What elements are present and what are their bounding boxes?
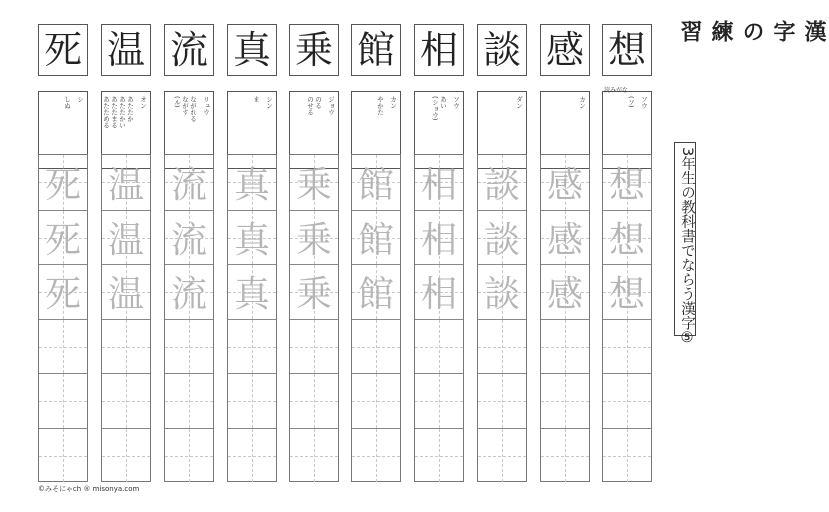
kun-reading: あたためる <box>102 96 110 129</box>
trace-kanji: 館 <box>357 219 394 261</box>
trace-cell <box>228 210 276 265</box>
on-reading: オン <box>139 96 147 109</box>
trace-cell <box>603 210 651 265</box>
blank-practice-cell[interactable] <box>228 428 276 483</box>
on-reading: ソウ <box>640 96 648 109</box>
blank-practice-cell[interactable] <box>228 373 276 428</box>
trace-kanji: 想 <box>608 164 645 206</box>
trace-kanji: 死 <box>44 164 81 206</box>
reading-header: 読みがな <box>604 87 629 94</box>
model-kanji: 温 <box>101 24 151 76</box>
blank-practice-cell[interactable] <box>478 373 526 428</box>
model-kanji: 真 <box>227 24 277 76</box>
blank-practice-cell[interactable] <box>603 428 651 483</box>
trace-kanji: 真 <box>233 219 270 261</box>
blank-practice-cell[interactable] <box>102 319 150 374</box>
trace-kanji: 館 <box>357 164 394 206</box>
trace-cell <box>102 210 150 265</box>
trace-cell <box>478 264 526 319</box>
blank-practice-cell[interactable] <box>165 319 213 374</box>
footer-credit: ©みそにゃch ® misonya.com <box>38 485 140 493</box>
model-kanji: 談 <box>477 24 527 76</box>
on-reading: カン <box>578 96 586 109</box>
trace-cell <box>102 155 150 210</box>
trace-kanji: 想 <box>608 219 645 261</box>
model-kanji: 死 <box>38 24 88 76</box>
on-reading: シン <box>265 96 273 109</box>
model-kanji: 相 <box>414 24 464 76</box>
trace-cell <box>290 155 338 210</box>
trace-cell <box>541 210 589 265</box>
trace-cell <box>228 264 276 319</box>
blank-practice-cell[interactable] <box>39 428 87 483</box>
blank-practice-cell[interactable] <box>102 428 150 483</box>
trace-kanji: 真 <box>233 274 270 316</box>
blank-practice-cell[interactable] <box>352 373 400 428</box>
trace-cell <box>39 155 87 210</box>
trace-cell <box>541 264 589 319</box>
on-reading: ジョウ <box>327 96 335 116</box>
trace-cell <box>165 210 213 265</box>
trace-cell <box>352 210 400 265</box>
trace-cell <box>290 210 338 265</box>
practice-grid <box>227 154 277 482</box>
trace-kanji: 流 <box>170 219 207 261</box>
blank-practice-cell[interactable] <box>228 319 276 374</box>
blank-practice-cell[interactable] <box>165 373 213 428</box>
kun-reading: やかた <box>376 96 384 116</box>
practice-grid <box>38 154 88 482</box>
model-kanji: 感 <box>540 24 590 76</box>
trace-kanji: 談 <box>483 164 520 206</box>
trace-kanji: 死 <box>44 219 81 261</box>
trace-kanji: 感 <box>546 274 583 316</box>
practice-grid <box>602 154 652 482</box>
trace-kanji: 真 <box>233 164 270 206</box>
blank-practice-cell[interactable] <box>290 319 338 374</box>
page-subtitle: 3年生の教科書でならう漢字⑤ <box>679 147 695 347</box>
blank-practice-cell[interactable] <box>415 373 463 428</box>
trace-kanji: 談 <box>483 219 520 261</box>
trace-cell <box>415 210 463 265</box>
kun-reading: (ソ) <box>627 96 635 108</box>
practice-grid <box>289 154 339 482</box>
trace-kanji: 感 <box>546 219 583 261</box>
on-reading: リュウ <box>202 96 210 116</box>
trace-kanji: 流 <box>170 274 207 316</box>
trace-kanji: 相 <box>420 274 457 316</box>
on-reading: シ <box>76 96 84 103</box>
trace-kanji: 温 <box>107 274 144 316</box>
trace-kanji: 相 <box>420 164 457 206</box>
trace-kanji: 乗 <box>295 164 332 206</box>
trace-cell <box>603 264 651 319</box>
trace-cell <box>352 155 400 210</box>
blank-practice-cell[interactable] <box>603 373 651 428</box>
trace-cell <box>102 264 150 319</box>
trace-cell <box>165 264 213 319</box>
practice-grid <box>351 154 401 482</box>
kun-reading: のる <box>314 96 322 109</box>
model-kanji: 館 <box>351 24 401 76</box>
blank-practice-cell[interactable] <box>415 319 463 374</box>
kun-reading: あたたかい <box>118 96 126 129</box>
trace-cell <box>603 155 651 210</box>
trace-kanji: 相 <box>420 219 457 261</box>
practice-grid <box>477 154 527 482</box>
practice-grid <box>164 154 214 482</box>
kun-reading: のせる <box>306 96 314 116</box>
subtitle-box <box>674 142 696 347</box>
model-kanji: 乗 <box>289 24 339 76</box>
trace-cell <box>541 155 589 210</box>
trace-cell <box>478 210 526 265</box>
trace-cell <box>415 155 463 210</box>
blank-practice-cell[interactable] <box>290 373 338 428</box>
blank-practice-cell[interactable] <box>478 319 526 374</box>
blank-practice-cell[interactable] <box>415 428 463 483</box>
kun-reading: あたたか <box>126 96 134 122</box>
practice-grid <box>414 154 464 482</box>
kun-reading: (ル) <box>173 96 181 108</box>
kun-reading: あい <box>439 96 447 109</box>
trace-cell <box>228 155 276 210</box>
trace-kanji: 温 <box>107 219 144 261</box>
kun-reading: (ショウ) <box>431 96 439 121</box>
kun-reading: しぬ <box>63 96 71 109</box>
blank-practice-cell[interactable] <box>165 428 213 483</box>
trace-cell <box>39 210 87 265</box>
trace-kanji: 乗 <box>295 274 332 316</box>
blank-practice-cell[interactable] <box>603 319 651 374</box>
practice-grid <box>540 154 590 482</box>
trace-kanji: 談 <box>483 274 520 316</box>
model-kanji: 流 <box>164 24 214 76</box>
kun-reading: ながれる <box>189 96 197 122</box>
trace-kanji: 死 <box>44 274 81 316</box>
blank-practice-cell[interactable] <box>478 428 526 483</box>
blank-practice-cell[interactable] <box>102 373 150 428</box>
practice-grid <box>101 154 151 482</box>
blank-practice-cell[interactable] <box>541 428 589 483</box>
blank-practice-cell[interactable] <box>290 428 338 483</box>
trace-kanji: 想 <box>608 274 645 316</box>
blank-practice-cell[interactable] <box>541 319 589 374</box>
trace-cell <box>39 264 87 319</box>
kun-reading: ま <box>252 96 260 103</box>
model-kanji: 想 <box>602 24 652 76</box>
trace-kanji: 感 <box>546 164 583 206</box>
blank-practice-cell[interactable] <box>39 373 87 428</box>
trace-cell <box>352 264 400 319</box>
blank-practice-cell[interactable] <box>39 319 87 374</box>
page-title: 漢字の練習 <box>677 20 826 43</box>
blank-practice-cell[interactable] <box>352 428 400 483</box>
trace-cell <box>478 155 526 210</box>
trace-kanji: 流 <box>170 164 207 206</box>
kun-reading: あたたまる <box>110 96 118 129</box>
on-reading: ソウ <box>452 96 460 109</box>
trace-cell <box>165 155 213 210</box>
trace-kanji: 温 <box>107 164 144 206</box>
kun-reading: ながす <box>181 96 189 116</box>
trace-kanji: 乗 <box>295 219 332 261</box>
on-reading: ダン <box>515 96 523 109</box>
trace-kanji: 館 <box>357 274 394 316</box>
trace-cell <box>290 264 338 319</box>
trace-cell <box>415 264 463 319</box>
on-reading: カン <box>389 96 397 109</box>
blank-practice-cell[interactable] <box>352 319 400 374</box>
blank-practice-cell[interactable] <box>541 373 589 428</box>
